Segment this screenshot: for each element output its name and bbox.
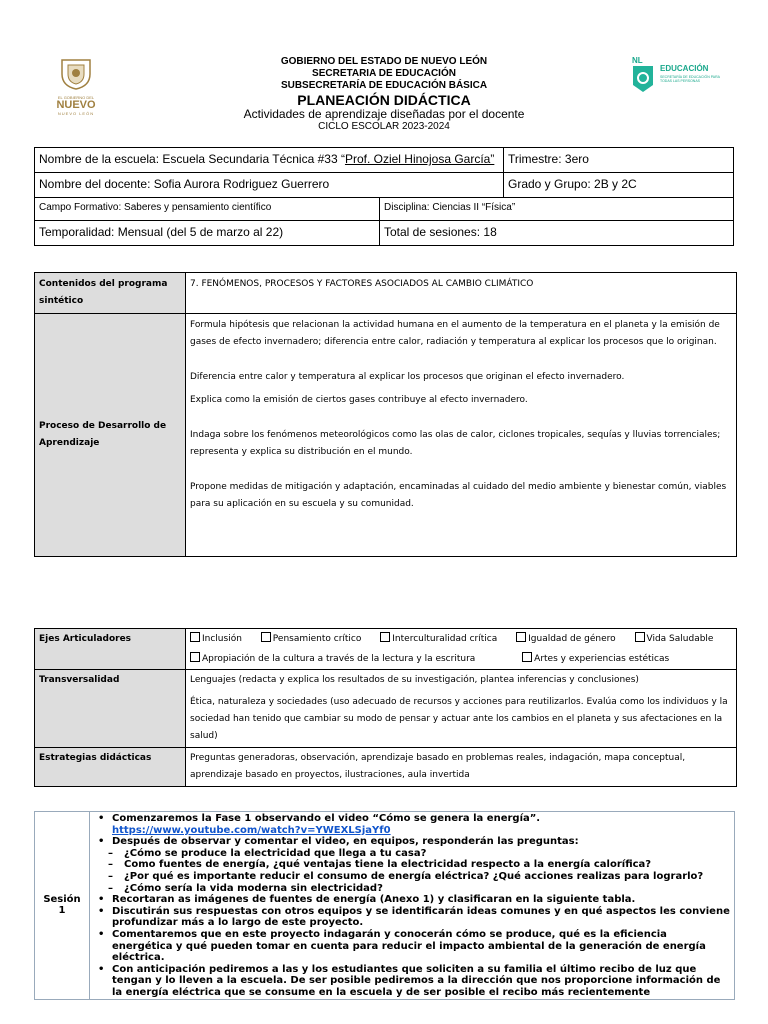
session-content [90,812,735,1000]
checkbox-icon [516,632,526,642]
nl-educacion-logo [632,56,732,98]
header-line1: GOBIERNO DEL ESTADO DE NUEVO LEÓN [280,56,488,67]
ejes-cell [186,629,737,670]
proceso-label: Proceso de Desarrollo de Aprendizaje [35,314,186,557]
eje-checkbox[interactable] [261,634,362,644]
eje-checkbox[interactable] [380,634,497,644]
session-label-cell [35,812,90,1000]
school-cycle: CICLO ESCOLAR 2023-2024 [318,121,450,132]
session-question: – Como fuentes de energía, ¿qué ventajas tiene la electricidad respecto a la energía calorífica? [94,859,730,871]
checkbox-icon [380,632,390,642]
school-name: Prof. Oziel Hinojosa García” [344,152,495,166]
trimestre-cell: Trimestre: 3ero [504,148,734,173]
eje-label: Igualdad de género [528,634,616,644]
header-line2: SECRETARIA DE EDUCACIÓN [312,68,456,79]
eje-checkbox[interactable] [190,634,242,644]
session-question: – ¿Cómo sería la vida moderna sin electricidad? [94,883,730,895]
session-item: • Discutirán sus respuestas con otros equipos y se identificarán ideas comunes y en qué aspectos les conviene profundizar más a lo largo de este proyecto. [94,906,730,929]
eje-checkbox[interactable] [190,654,475,664]
page-title: PLANEACIÓN DIDÁCTICA [297,92,471,108]
estrategias-value: Preguntas generadoras, observación, aprendizaje basado en problemas reales, indagación, mapa conceptual, aprendizaje basado en proyectos, ilustraciones, aula invertida [186,748,737,787]
eje-checkbox[interactable] [635,634,714,644]
transversalidad-label: Transversalidad [35,670,186,748]
session-item: • Con anticipación pediremos a las y los estudiantes que soliciten a su familia el último recibo de luz que tengan y lo lleven a la escuela. De ser posible pediremos a la dirección que nos proporcione información de la energía eléctrica que se consume en la escuela y de ser posible el recibo más recientemente [94,964,730,999]
nl-badge [632,56,654,94]
grado-cell: Grado y Grupo: 2B y 2C [504,173,734,198]
nl-label: NL [632,56,643,65]
docente-cell: Nombre del docente: Sofia Aurora Rodriguez Guerrero [35,173,504,198]
eje-checkbox[interactable] [516,634,616,644]
educacion-small: SECRETARÍA DE EDUCACIÓN PARA TODAS LAS PERSONAS [660,75,720,83]
eje-label: Apropiación de la cultura a través de la lectura y la escritura [202,654,476,664]
session-text: • Comenzaremos la Fase 1 observando el video “Cómo se genera la energía”. [112,813,541,824]
session-item: • Después de observar y comentar el video, en equipos, responderán las preguntas: [94,836,730,848]
session-item: • Recortaran as imágenes de fuentes de energía (Anexo 1) y clasificaran en la siguiente tabla. [94,894,730,906]
contenidos-value: 7. FENÓMENOS, PROCESOS Y FACTORES ASOCIADOS AL CAMBIO CLIMÁTICO [186,273,737,314]
eje-label: Artes y experiencias estéticas [534,654,670,664]
ejes-label: Ejes Articuladores [35,629,186,670]
page-subtitle: Actividades de aprendizaje diseñadas por el docente [243,107,525,121]
nuevo-leon-logo [44,56,108,114]
proceso-p3: Explica como la emisión de ciertos gases contribuye al efecto invernadero. [190,395,528,405]
campo-cell: Campo Formativo: Saberes y pensamiento científico [35,198,380,221]
checkbox-icon [635,632,645,642]
eje-label: Interculturalidad crítica [392,634,498,644]
estrategias-label: Estrategias didácticas [35,748,186,787]
logo-left-top: EL GOBIERNO DEL [57,95,95,100]
ejes-table [34,628,737,787]
proceso-p2: Diferencia entre calor y temperatura al explicar los procesos que originan el efecto invernadero. [190,372,625,382]
info-table [34,147,734,246]
eje-label: Vida Saludable [646,634,714,644]
proceso-cell [186,314,737,557]
video-link[interactable]: https://www.youtube.com/watch?v=YWEXLSjaYf0 [112,824,391,836]
proceso-p5: Propone medidas de mitigación y adaptación, encaminadas al cuidado del medio ambiente y bienestar común, viables para su aplicación en su escuela y su comunidad. [190,482,727,509]
proceso-p1: Formula hipótesis que relacionan la actividad humana en el aumento de la temperatura en el planeta y la emisión de gases de efecto invernadero; diferencia entre calor, radiación y temperatura al explicar los procesos que lo originan. [190,320,720,347]
header-line3: SUBSECRETARÍA DE EDUCACIÓN BÁSICA [280,80,488,91]
document-header [200,56,568,132]
session-label: Sesión [43,893,81,905]
eje-checkbox[interactable] [522,654,669,664]
checkbox-icon [190,652,200,662]
checkbox-icon [261,632,271,642]
school-label: Nombre de la escuela: Escuela Secundaria Técnica #33 “ [39,152,345,166]
nl-shield-icon [632,65,654,93]
eje-label: Pensamiento crítico [272,634,362,644]
contenidos-label: Contenidos del programa sintético [35,273,186,314]
transversalidad-cell [186,670,737,748]
session-question: – ¿Cómo se produce la electricidad que llega a tu casa? [94,848,730,860]
session-question: – ¿Por qué es importante reducir el consumo de energía eléctrica? ¿Qué acciones realizas para lograrlo? [94,871,730,883]
checkbox-icon [190,632,200,642]
transversalidad-p2: Ética, naturaleza y sociedades (uso adecuado de recursos y acciones para reutilizarlos. Evalúa como los individuos y la sociedad han tenido que cambiar su modo de pensar y actuar ante los cambios en el planeta y sus afectaciones en la salud) [190,697,728,741]
checkbox-icon [522,652,532,662]
transversalidad-p1: Lenguajes (redacta y explica los resultados de su investigación, plantea inferencias y conclusiones) [190,675,639,685]
coat-of-arms-icon [56,56,96,90]
content-table [34,272,737,557]
logo-left-main: NUEVO [56,99,96,111]
temporalidad-cell: Temporalidad: Mensual (del 5 de marzo al 22) [35,221,380,246]
session-item [94,813,730,836]
session-table [34,811,735,1000]
session-item: • Comentaremos que en este proyecto indagarán y conocerán cómo se produce, qué es la eficiencia energética y qué pueden tomar en cuenta para reducir el impacto ambiental de la generación de energía eléctrica. [94,929,730,964]
proceso-p4: Indaga sobre los fenómenos meteorológicos como las olas de calor, ciclones tropicales, sequías y lluvias torrenciales; representa y explica su distribución en el mundo. [190,430,721,457]
school-cell [35,148,504,173]
disciplina-cell: Disciplina: Ciencias II “Física” [380,198,734,221]
session-number: 1 [58,905,66,917]
logo-left-bottom: NUEVO LEÓN [57,111,95,116]
eje-label: Inclusión [202,634,242,644]
session-list [94,813,730,999]
sesiones-cell: Total de sesiones: 18 [380,221,734,246]
educacion-label: EDUCACIÓN [660,64,709,73]
